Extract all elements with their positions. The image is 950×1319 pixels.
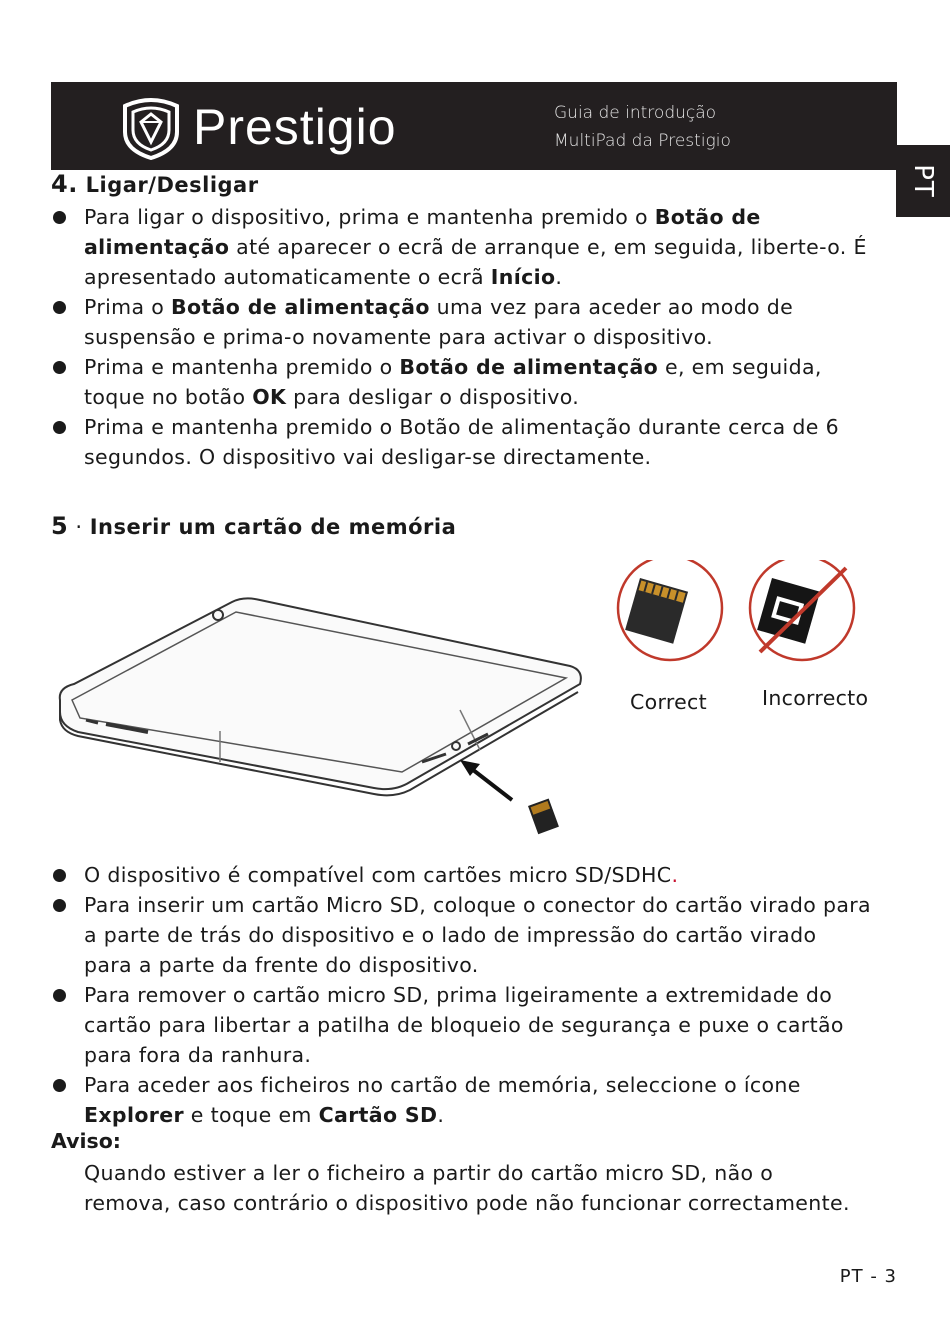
text: Para remover o cartão micro SD, prima ligeiramente a extremidade do cartão para libertar a patilha de bloqueio de segurança e puxe o cartão para fora da ranhura. [84,983,844,1067]
guide-title [554,99,731,155]
text: . [671,863,679,887]
text: . [555,265,563,289]
prestigio-logo [117,92,437,160]
list-item [51,860,871,890]
bullet-icon [53,421,66,434]
list-item [51,352,871,412]
bullet-icon [53,211,66,224]
bold-text: Botão de alimentação [171,295,430,319]
caption-correct: Correct [630,690,707,714]
bold-text: Início [490,265,556,289]
micro-sd-card-icon [528,798,559,834]
bold-text: OK [252,385,287,409]
text: Prima o [84,295,172,319]
insert-arrow-icon [460,760,512,800]
bullet-icon [53,361,66,374]
section-4-heading: Ligar/Desligar [85,173,259,197]
warning-label: Aviso: [51,1129,122,1153]
guide-line-2: MultiPad da Prestigio [554,131,731,151]
bold-text: Explorer [84,1103,184,1127]
list-item [51,1070,871,1130]
correct-orientation-icon [618,560,722,660]
language-tab [896,145,950,217]
section-5-heading: Inserir um cartão de memória [89,515,457,539]
guide-line-1: Guia de introdução [554,103,717,123]
page-number: PT - 3 [839,1266,897,1287]
memory-card-illustration [50,560,900,850]
text: Para inserir um cartão Micro SD, coloque o conector do cartão virado para a parte de trás do dispositivo e o lado de impressão do cartão virado para a parte da frente do dispositivo. [84,893,871,977]
section-4-title [51,170,259,198]
text: Prima e mantenha premido o [84,355,400,379]
text: para desligar o dispositivo. [286,385,580,409]
bold-text: Cartão SD [318,1103,438,1127]
list-item [51,980,871,1070]
bold-text: Botão de alimentação [399,355,659,379]
caption-incorrect: Incorrecto [762,686,869,710]
list-item [51,890,871,980]
section-4-list [51,202,871,472]
section-5-separator: · [68,515,90,539]
text: Para ligar o dispositivo, prima e mantenha premido o [84,205,655,229]
section-4-number: 4. [51,170,78,198]
bullet-icon [53,1079,66,1092]
list-item [51,202,871,292]
text: Para aceder aos ficheiros no cartão de memória, seleccione o ícone [84,1073,801,1097]
svg-text:Prestigio: Prestigio [193,99,397,155]
prestigio-logo-icon [117,92,437,160]
text: uma vez para aceder ao modo de suspensão e prima-o novamente para activar o dispositivo. [84,295,794,349]
text: O dispositivo é compatível com cartões micro SD/SDHC [84,863,672,887]
language-tab-label: PT [908,164,938,198]
bullet-icon [53,301,66,314]
bullet-icon [53,989,66,1002]
bullet-icon [53,899,66,912]
list-item [51,292,871,352]
warning-text: Quando estiver a ler o ficheiro a partir do cartão micro SD, não o remova, caso contrário o dispositivo pode não funcionar correctamente. [84,1161,850,1215]
bold-text: Botão de alimentação [84,205,761,259]
text: . [437,1103,445,1127]
incorrect-orientation-icon [750,560,854,660]
list-item [51,412,871,472]
text: até aparecer o ecrã de arranque e, em seguida, liberte-o. É apresentado automaticamente o ecrã [84,235,867,289]
tablet-icon [60,598,581,795]
text: e, em seguida, toque no botão [84,355,822,409]
section-5-title [51,512,456,540]
text: e toque em [183,1103,319,1127]
section-5-list [51,860,871,1130]
header-banner [51,82,897,170]
text: Prima e mantenha premido o Botão de alimentação durante cerca de 6 segundos. O dispositivo vai desligar-se directamente. [84,415,840,469]
section-5-number: 5 [51,512,69,540]
bullet-icon [53,869,66,882]
